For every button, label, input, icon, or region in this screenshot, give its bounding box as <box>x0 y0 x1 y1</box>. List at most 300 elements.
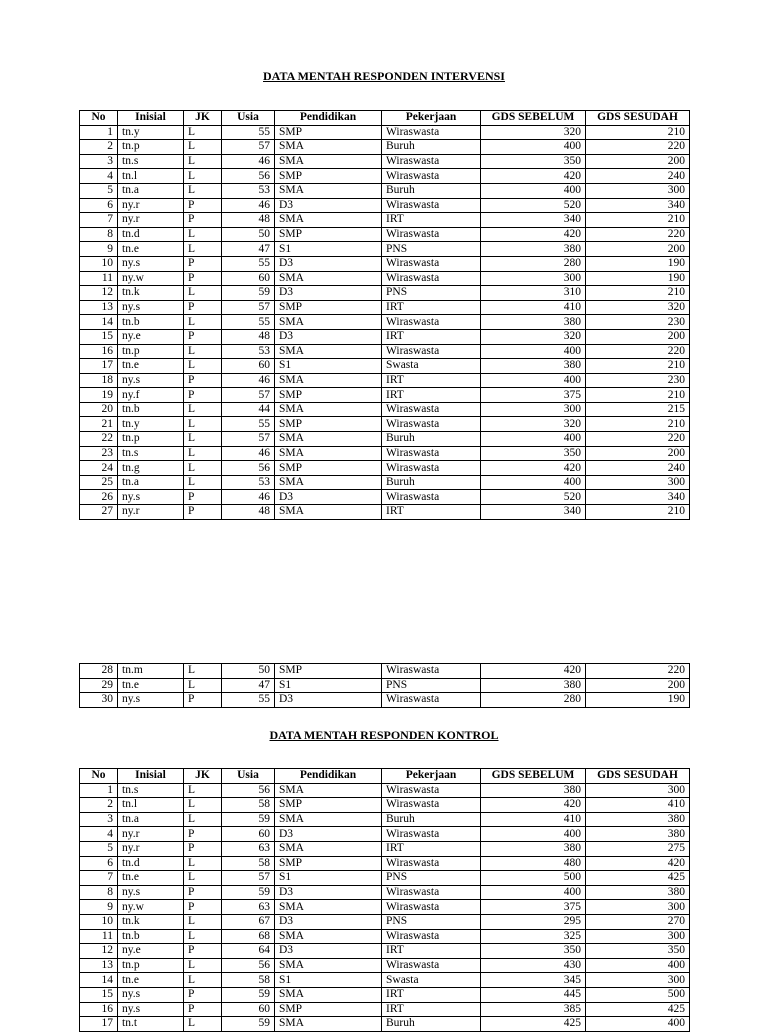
cell-inisial: tn.a <box>118 475 184 490</box>
cell-usia: 60 <box>222 1002 275 1017</box>
cell-usia: 58 <box>222 856 275 871</box>
intervensi-table-continued <box>79 663 690 708</box>
cell-inisial: tn.s <box>118 154 184 169</box>
cell-gds-sebelum: 400 <box>481 475 586 490</box>
cell-inisial: tn.l <box>118 169 184 184</box>
cell-jk: L <box>184 446 222 461</box>
cell-gds-sesudah: 210 <box>586 125 690 140</box>
cell-jk: P <box>184 271 222 286</box>
intervensi-table-continued-body <box>80 664 690 708</box>
col-header-no: No <box>80 111 118 126</box>
cell-pekerjaan: Wiraswasta <box>382 693 481 708</box>
cell-usia: 57 <box>222 140 275 155</box>
intervensi-row <box>80 432 690 447</box>
cell-jk: L <box>184 1017 222 1032</box>
cell-jk: P <box>184 490 222 505</box>
cell-usia: 53 <box>222 475 275 490</box>
cell-no: 9 <box>80 242 118 257</box>
cell-gds-sebelum: 400 <box>481 373 586 388</box>
col-header-pendidikan: Pendidikan <box>275 111 382 126</box>
kontrol-row <box>80 885 690 900</box>
cell-pendidikan: SMA <box>275 783 382 798</box>
cell-jk: L <box>184 125 222 140</box>
cell-pekerjaan: Buruh <box>382 432 481 447</box>
cell-pekerjaan: Wiraswasta <box>382 798 481 813</box>
cell-pekerjaan: IRT <box>382 373 481 388</box>
cell-pekerjaan: Wiraswasta <box>382 344 481 359</box>
cell-inisial: ny.w <box>118 271 184 286</box>
cell-jk: L <box>184 973 222 988</box>
cell-usia: 44 <box>222 402 275 417</box>
cell-inisial: ny.r <box>118 827 184 842</box>
intervensi-row <box>80 154 690 169</box>
intervensi-row <box>80 417 690 432</box>
cell-pendidikan: SMA <box>275 505 382 520</box>
cell-jk: L <box>184 475 222 490</box>
cell-no: 8 <box>80 885 118 900</box>
cell-gds-sesudah: 210 <box>586 286 690 301</box>
cell-usia: 59 <box>222 885 275 900</box>
cell-usia: 57 <box>222 432 275 447</box>
cell-usia: 60 <box>222 271 275 286</box>
cell-gds-sebelum: 350 <box>481 446 586 461</box>
cell-pendidikan: SMA <box>275 475 382 490</box>
cell-pekerjaan: Wiraswasta <box>382 271 481 286</box>
intervensi-row <box>80 373 690 388</box>
cell-usia: 56 <box>222 169 275 184</box>
intervensi-row <box>80 183 690 198</box>
cell-gds-sesudah: 200 <box>586 242 690 257</box>
cell-pekerjaan: IRT <box>382 944 481 959</box>
cell-jk: L <box>184 929 222 944</box>
cell-jk: L <box>184 664 222 679</box>
cell-pekerjaan: Buruh <box>382 140 481 155</box>
kontrol-row <box>80 827 690 842</box>
kontrol-row <box>80 871 690 886</box>
cell-pekerjaan: Wiraswasta <box>382 417 481 432</box>
cell-pekerjaan: Wiraswasta <box>382 461 481 476</box>
cell-usia: 47 <box>222 242 275 257</box>
cell-gds-sesudah: 220 <box>586 432 690 447</box>
intervensi-row <box>80 693 690 708</box>
kontrol-row <box>80 929 690 944</box>
cell-usia: 59 <box>222 286 275 301</box>
cell-gds-sebelum: 350 <box>481 944 586 959</box>
cell-pekerjaan: Wiraswasta <box>382 227 481 242</box>
cell-pendidikan: SMA <box>275 929 382 944</box>
cell-usia: 59 <box>222 812 275 827</box>
cell-pekerjaan: Buruh <box>382 812 481 827</box>
cell-pendidikan: SMA <box>275 140 382 155</box>
cell-pekerjaan: Wiraswasta <box>382 664 481 679</box>
cell-gds-sebelum: 380 <box>481 242 586 257</box>
cell-pekerjaan: PNS <box>382 286 481 301</box>
cell-pekerjaan: Wiraswasta <box>382 154 481 169</box>
cell-gds-sesudah: 215 <box>586 402 690 417</box>
kontrol-row <box>80 812 690 827</box>
cell-gds-sesudah: 220 <box>586 227 690 242</box>
cell-jk: P <box>184 900 222 915</box>
cell-gds-sebelum: 420 <box>481 169 586 184</box>
cell-pendidikan: D3 <box>275 490 382 505</box>
cell-no: 2 <box>80 798 118 813</box>
cell-gds-sesudah: 230 <box>586 373 690 388</box>
cell-pekerjaan: Swasta <box>382 973 481 988</box>
intervensi-row <box>80 300 690 315</box>
cell-jk: L <box>184 242 222 257</box>
cell-pendidikan: SMP <box>275 125 382 140</box>
cell-pekerjaan: IRT <box>382 505 481 520</box>
cell-usia: 67 <box>222 914 275 929</box>
kontrol-title: DATA MENTAH RESPONDEN KONTROL <box>269 728 499 742</box>
cell-gds-sesudah: 210 <box>586 417 690 432</box>
cell-pekerjaan: Swasta <box>382 359 481 374</box>
intervensi-row <box>80 505 690 520</box>
cell-pendidikan: SMA <box>275 1017 382 1032</box>
cell-usia: 46 <box>222 198 275 213</box>
cell-inisial: tn.a <box>118 812 184 827</box>
cell-usia: 63 <box>222 841 275 856</box>
intervensi-row <box>80 227 690 242</box>
cell-pekerjaan: Wiraswasta <box>382 856 481 871</box>
cell-pekerjaan: IRT <box>382 329 481 344</box>
cell-no: 10 <box>80 914 118 929</box>
kontrol-row <box>80 1002 690 1017</box>
cell-inisial: tn.e <box>118 359 184 374</box>
cell-jk: L <box>184 183 222 198</box>
cell-jk: P <box>184 213 222 228</box>
cell-gds-sesudah: 270 <box>586 914 690 929</box>
cell-pekerjaan: Wiraswasta <box>382 402 481 417</box>
cell-gds-sesudah: 380 <box>586 885 690 900</box>
col-header-gds-sesudah: GDS SESUDAH <box>586 769 690 784</box>
cell-gds-sebelum: 400 <box>481 183 586 198</box>
cell-jk: L <box>184 812 222 827</box>
cell-no: 25 <box>80 475 118 490</box>
cell-no: 5 <box>80 183 118 198</box>
intervensi-row <box>80 490 690 505</box>
cell-gds-sebelum: 500 <box>481 871 586 886</box>
cell-pendidikan: D3 <box>275 256 382 271</box>
cell-gds-sesudah: 500 <box>586 987 690 1002</box>
cell-inisial: tn.y <box>118 125 184 140</box>
cell-gds-sebelum: 380 <box>481 359 586 374</box>
kontrol-row <box>80 798 690 813</box>
cell-usia: 64 <box>222 944 275 959</box>
cell-usia: 57 <box>222 388 275 403</box>
cell-gds-sesudah: 400 <box>586 1017 690 1032</box>
cell-usia: 57 <box>222 300 275 315</box>
cell-gds-sesudah: 400 <box>586 958 690 973</box>
cell-pendidikan: D3 <box>275 286 382 301</box>
kontrol-table-body <box>80 783 690 1031</box>
cell-jk: L <box>184 315 222 330</box>
cell-no: 23 <box>80 446 118 461</box>
cell-gds-sesudah: 190 <box>586 256 690 271</box>
cell-jk: L <box>184 402 222 417</box>
cell-jk: L <box>184 140 222 155</box>
cell-inisial: ny.s <box>118 373 184 388</box>
cell-pendidikan: SMA <box>275 154 382 169</box>
cell-jk: P <box>184 885 222 900</box>
cell-usia: 50 <box>222 227 275 242</box>
cell-pekerjaan: Wiraswasta <box>382 827 481 842</box>
cell-pendidikan: D3 <box>275 693 382 708</box>
cell-gds-sebelum: 375 <box>481 388 586 403</box>
cell-pekerjaan: Wiraswasta <box>382 315 481 330</box>
cell-gds-sesudah: 230 <box>586 315 690 330</box>
cell-jk: P <box>184 841 222 856</box>
cell-pekerjaan: IRT <box>382 987 481 1002</box>
cell-gds-sebelum: 300 <box>481 402 586 417</box>
cell-gds-sesudah: 380 <box>586 812 690 827</box>
cell-no: 6 <box>80 198 118 213</box>
cell-jk: L <box>184 678 222 693</box>
cell-inisial: tn.e <box>118 242 184 257</box>
cell-jk: L <box>184 783 222 798</box>
cell-usia: 48 <box>222 505 275 520</box>
cell-no: 18 <box>80 373 118 388</box>
cell-inisial: ny.e <box>118 329 184 344</box>
cell-no: 15 <box>80 987 118 1002</box>
cell-gds-sesudah: 420 <box>586 856 690 871</box>
kontrol-row <box>80 914 690 929</box>
cell-inisial: tn.l <box>118 798 184 813</box>
cell-inisial: ny.r <box>118 198 184 213</box>
cell-inisial: tn.t <box>118 1017 184 1032</box>
cell-gds-sesudah: 210 <box>586 359 690 374</box>
cell-jk: L <box>184 914 222 929</box>
cell-gds-sebelum: 380 <box>481 783 586 798</box>
cell-gds-sesudah: 190 <box>586 693 690 708</box>
cell-gds-sebelum: 445 <box>481 987 586 1002</box>
cell-pendidikan: SMA <box>275 315 382 330</box>
cell-pendidikan: D3 <box>275 914 382 929</box>
cell-usia: 68 <box>222 929 275 944</box>
cell-no: 1 <box>80 125 118 140</box>
cell-pekerjaan: Wiraswasta <box>382 198 481 213</box>
cell-usia: 55 <box>222 125 275 140</box>
cell-pekerjaan: Buruh <box>382 1017 481 1032</box>
cell-gds-sesudah: 300 <box>586 973 690 988</box>
intervensi-row <box>80 169 690 184</box>
cell-no: 16 <box>80 344 118 359</box>
cell-usia: 55 <box>222 693 275 708</box>
cell-gds-sesudah: 300 <box>586 183 690 198</box>
cell-gds-sesudah: 220 <box>586 140 690 155</box>
cell-gds-sebelum: 520 <box>481 198 586 213</box>
cell-pendidikan: S1 <box>275 871 382 886</box>
cell-usia: 59 <box>222 987 275 1002</box>
cell-usia: 48 <box>222 329 275 344</box>
intervensi-row <box>80 475 690 490</box>
cell-pendidikan: SMP <box>275 798 382 813</box>
cell-inisial: tn.k <box>118 914 184 929</box>
cell-pendidikan: SMP <box>275 856 382 871</box>
cell-no: 7 <box>80 213 118 228</box>
cell-inisial: ny.s <box>118 1002 184 1017</box>
cell-gds-sebelum: 340 <box>481 505 586 520</box>
cell-gds-sebelum: 400 <box>481 140 586 155</box>
cell-pendidikan: S1 <box>275 359 382 374</box>
cell-usia: 60 <box>222 359 275 374</box>
cell-no: 13 <box>80 958 118 973</box>
cell-no: 27 <box>80 505 118 520</box>
cell-jk: P <box>184 329 222 344</box>
cell-no: 16 <box>80 1002 118 1017</box>
cell-inisial: tn.p <box>118 958 184 973</box>
cell-inisial: ny.s <box>118 885 184 900</box>
cell-gds-sebelum: 430 <box>481 958 586 973</box>
cell-pendidikan: SMA <box>275 344 382 359</box>
cell-pendidikan: SMA <box>275 812 382 827</box>
cell-pekerjaan: Wiraswasta <box>382 900 481 915</box>
cell-pendidikan: SMA <box>275 900 382 915</box>
cell-inisial: ny.s <box>118 256 184 271</box>
cell-inisial: tn.e <box>118 871 184 886</box>
col-header-usia: Usia <box>222 111 275 126</box>
cell-usia: 48 <box>222 213 275 228</box>
cell-jk: P <box>184 987 222 1002</box>
cell-jk: P <box>184 827 222 842</box>
intervensi-row <box>80 242 690 257</box>
cell-inisial: tn.d <box>118 856 184 871</box>
kontrol-table <box>79 768 690 1032</box>
cell-usia: 53 <box>222 183 275 198</box>
cell-usia: 46 <box>222 154 275 169</box>
cell-pendidikan: SMA <box>275 183 382 198</box>
cell-jk: L <box>184 871 222 886</box>
cell-gds-sesudah: 220 <box>586 664 690 679</box>
cell-gds-sesudah: 210 <box>586 505 690 520</box>
cell-pekerjaan: Wiraswasta <box>382 929 481 944</box>
cell-pekerjaan: IRT <box>382 841 481 856</box>
cell-jk: P <box>184 944 222 959</box>
cell-jk: P <box>184 388 222 403</box>
cell-usia: 56 <box>222 783 275 798</box>
cell-no: 29 <box>80 678 118 693</box>
cell-usia: 57 <box>222 871 275 886</box>
cell-pendidikan: D3 <box>275 198 382 213</box>
cell-inisial: tn.k <box>118 286 184 301</box>
intervensi-row <box>80 461 690 476</box>
col-header-usia: Usia <box>222 769 275 784</box>
cell-jk: L <box>184 227 222 242</box>
cell-gds-sebelum: 340 <box>481 213 586 228</box>
cell-pendidikan: S1 <box>275 973 382 988</box>
cell-usia: 50 <box>222 664 275 679</box>
cell-pendidikan: SMA <box>275 373 382 388</box>
cell-gds-sesudah: 380 <box>586 827 690 842</box>
cell-jk: P <box>184 256 222 271</box>
col-header-inisial: Inisial <box>118 769 184 784</box>
intervensi-row <box>80 359 690 374</box>
cell-gds-sesudah: 240 <box>586 461 690 476</box>
cell-gds-sesudah: 220 <box>586 344 690 359</box>
cell-gds-sebelum: 295 <box>481 914 586 929</box>
intervensi-row <box>80 315 690 330</box>
cell-pekerjaan: PNS <box>382 678 481 693</box>
cell-pendidikan: SMA <box>275 402 382 417</box>
cell-jk: P <box>184 693 222 708</box>
cell-jk: L <box>184 417 222 432</box>
cell-no: 11 <box>80 271 118 286</box>
cell-usia: 46 <box>222 446 275 461</box>
cell-inisial: ny.e <box>118 944 184 959</box>
cell-no: 5 <box>80 841 118 856</box>
cell-pekerjaan: Wiraswasta <box>382 446 481 461</box>
cell-gds-sesudah: 300 <box>586 929 690 944</box>
cell-pendidikan: SMP <box>275 227 382 242</box>
col-header-gds-sebelum: GDS SEBELUM <box>481 769 586 784</box>
cell-inisial: tn.b <box>118 929 184 944</box>
cell-pekerjaan: Wiraswasta <box>382 256 481 271</box>
cell-gds-sebelum: 350 <box>481 154 586 169</box>
cell-pendidikan: SMA <box>275 213 382 228</box>
cell-pekerjaan: Buruh <box>382 183 481 198</box>
col-header-jk: JK <box>184 111 222 126</box>
kontrol-row <box>80 973 690 988</box>
cell-gds-sebelum: 420 <box>481 227 586 242</box>
cell-gds-sesudah: 340 <box>586 490 690 505</box>
cell-no: 26 <box>80 490 118 505</box>
cell-inisial: tn.e <box>118 973 184 988</box>
cell-no: 17 <box>80 1017 118 1032</box>
cell-gds-sebelum: 520 <box>481 490 586 505</box>
cell-gds-sebelum: 345 <box>481 973 586 988</box>
cell-pekerjaan: IRT <box>382 300 481 315</box>
cell-inisial: tn.s <box>118 446 184 461</box>
intervensi-row <box>80 286 690 301</box>
cell-jk: L <box>184 432 222 447</box>
kontrol-row <box>80 944 690 959</box>
cell-inisial: ny.w <box>118 900 184 915</box>
col-header-jk: JK <box>184 769 222 784</box>
cell-gds-sebelum: 380 <box>481 678 586 693</box>
cell-gds-sesudah: 350 <box>586 944 690 959</box>
col-header-pendidikan: Pendidikan <box>275 769 382 784</box>
cell-gds-sesudah: 425 <box>586 871 690 886</box>
cell-gds-sebelum: 310 <box>481 286 586 301</box>
cell-usia: 60 <box>222 827 275 842</box>
cell-inisial: tn.p <box>118 432 184 447</box>
cell-no: 20 <box>80 402 118 417</box>
cell-usia: 55 <box>222 256 275 271</box>
cell-pendidikan: SMP <box>275 1002 382 1017</box>
cell-jk: L <box>184 461 222 476</box>
cell-pendidikan: SMP <box>275 417 382 432</box>
cell-no: 22 <box>80 432 118 447</box>
cell-usia: 56 <box>222 958 275 973</box>
cell-gds-sebelum: 480 <box>481 856 586 871</box>
cell-gds-sebelum: 320 <box>481 125 586 140</box>
intervensi-header-row <box>80 111 690 126</box>
cell-usia: 55 <box>222 417 275 432</box>
cell-pekerjaan: Buruh <box>382 475 481 490</box>
cell-no: 12 <box>80 944 118 959</box>
kontrol-row <box>80 958 690 973</box>
intervensi-row <box>80 402 690 417</box>
cell-no: 3 <box>80 812 118 827</box>
cell-usia: 47 <box>222 678 275 693</box>
cell-pekerjaan: Wiraswasta <box>382 783 481 798</box>
cell-inisial: tn.s <box>118 783 184 798</box>
cell-pekerjaan: Wiraswasta <box>382 125 481 140</box>
cell-gds-sebelum: 375 <box>481 900 586 915</box>
cell-no: 3 <box>80 154 118 169</box>
intervensi-title: DATA MENTAH RESPONDEN INTERVENSI <box>263 69 505 83</box>
cell-pendidikan: SMP <box>275 169 382 184</box>
